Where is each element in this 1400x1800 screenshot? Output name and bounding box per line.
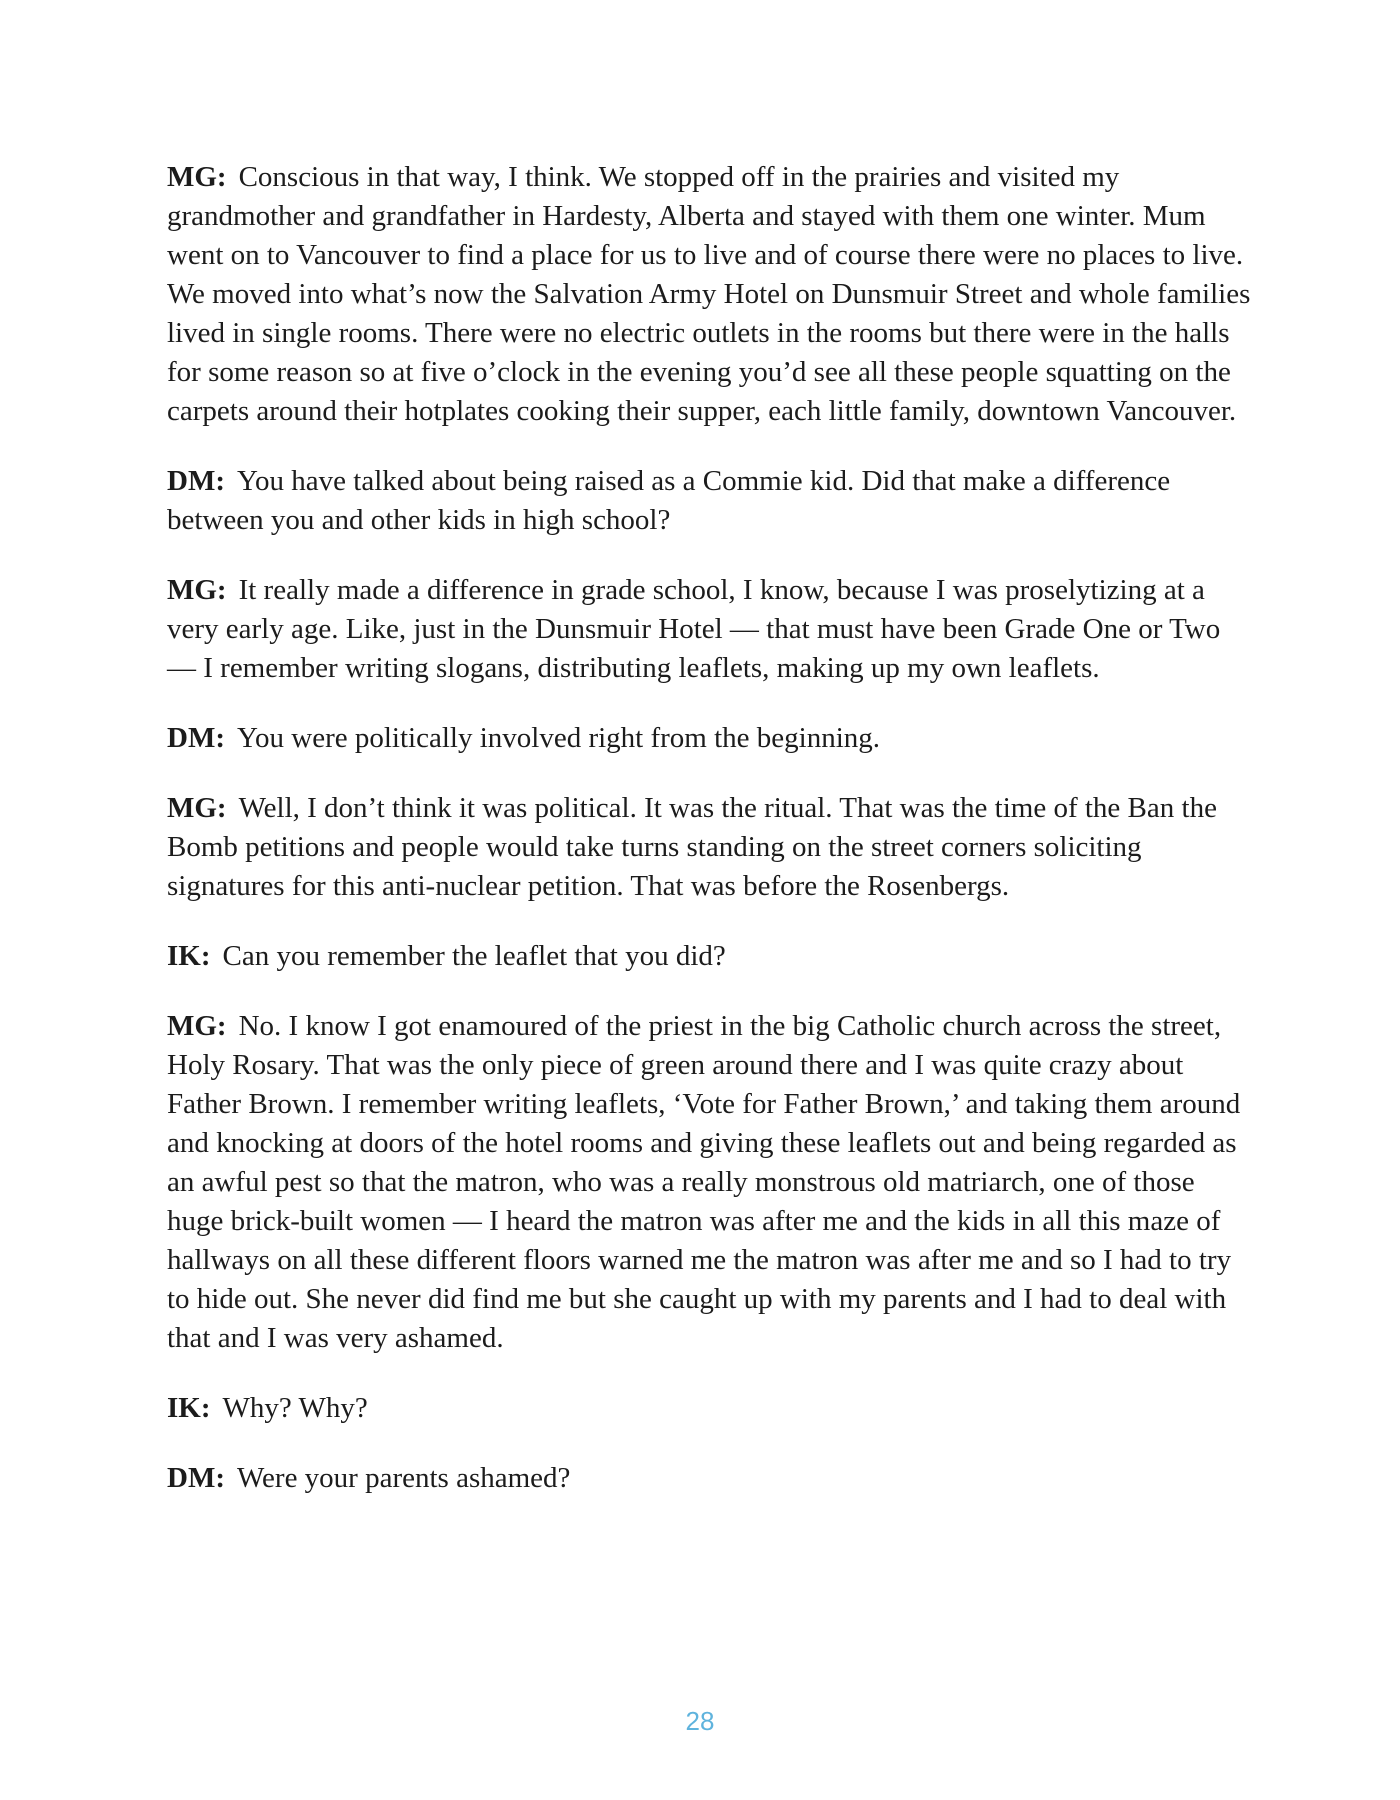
speaker-label: IK: xyxy=(167,940,211,972)
interview-transcript xyxy=(167,158,1252,1529)
speaker-label: MG: xyxy=(167,1010,227,1042)
exchange-text: Well, I don’t think it was political. It was the ritual. That was the time of the Ban the Bomb petitions and people would take turns standing on the street corners soliciting signatures for this anti-nuclear petition. That was before the Rosenbergs. xyxy=(167,792,1217,902)
speaker-label: IK: xyxy=(167,1392,211,1424)
exchange-3 xyxy=(167,571,1252,688)
exchange-4 xyxy=(167,719,1252,758)
exchange-text: You were politically involved right from the beginning. xyxy=(236,722,880,754)
speaker-label: MG: xyxy=(167,161,227,193)
speaker-label: MG: xyxy=(167,574,227,606)
exchange-text: Can you remember the leaflet that you did? xyxy=(222,940,726,972)
exchange-text: You have talked about being raised as a Commie kid. Did that make a difference between you and other kids in high school? xyxy=(167,465,1171,536)
exchange-text: Conscious in that way, I think. We stopped off in the prairies and visited my grandmother and grandfather in Hardesty, Alberta and stayed with them one winter. Mum went on to Vancouver to find a place for us to live and of course there were no places to live. We moved into what’s now the Salvation Army Hotel on Dunsmuir Street and whole families lived in single rooms. There were no electric outlets in the rooms but there were in the halls for some reason so at five o’clock in the evening you’d see all these people squatting on the carpets around their hotplates cooking their supper, each little family, downtown Vancouver. xyxy=(167,161,1251,427)
exchange-text: No. I know I got enamoured of the priest in the big Catholic church across the street, Holy Rosary. That was the only piece of green around there and I was quite crazy about Father Brown. I remember writing leaflets, ‘Vote for Father Brown,’ and taking them around and knocking at doors of the hotel rooms and giving these leaflets out and being regarded as an awful pest so that the matron, who was a really monstrous old matriarch, one of those huge brick-built women — I heard the matron was after me and the kids in all this maze of hallways on all these different floors warned me the matron was after me and so I had to try to hide out. She never did find me but she caught up with my parents and I had to deal with that and I was very ashamed. xyxy=(167,1010,1241,1354)
exchange-9 xyxy=(167,1459,1252,1498)
exchange-6 xyxy=(167,937,1252,976)
exchange-7 xyxy=(167,1007,1252,1358)
exchange-2 xyxy=(167,462,1252,540)
exchange-text: Were your parents ashamed? xyxy=(236,1462,571,1494)
speaker-label: DM: xyxy=(167,1462,225,1494)
exchange-5 xyxy=(167,789,1252,906)
speaker-label: DM: xyxy=(167,722,225,754)
speaker-label: MG: xyxy=(167,792,227,824)
exchange-1 xyxy=(167,158,1252,431)
page-number: 28 xyxy=(685,1706,715,1736)
exchange-8 xyxy=(167,1389,1252,1428)
exchange-text: Why? Why? xyxy=(222,1392,368,1424)
exchange-text: It really made a difference in grade school, I know, because I was proselytizing at a very early age. Like, just in the Dunsmuir Hotel — that must have been Grade One or Two — I remember writing slogans, distributing leaflets, making up my own leaflets. xyxy=(167,574,1221,684)
speaker-label: DM: xyxy=(167,465,225,497)
